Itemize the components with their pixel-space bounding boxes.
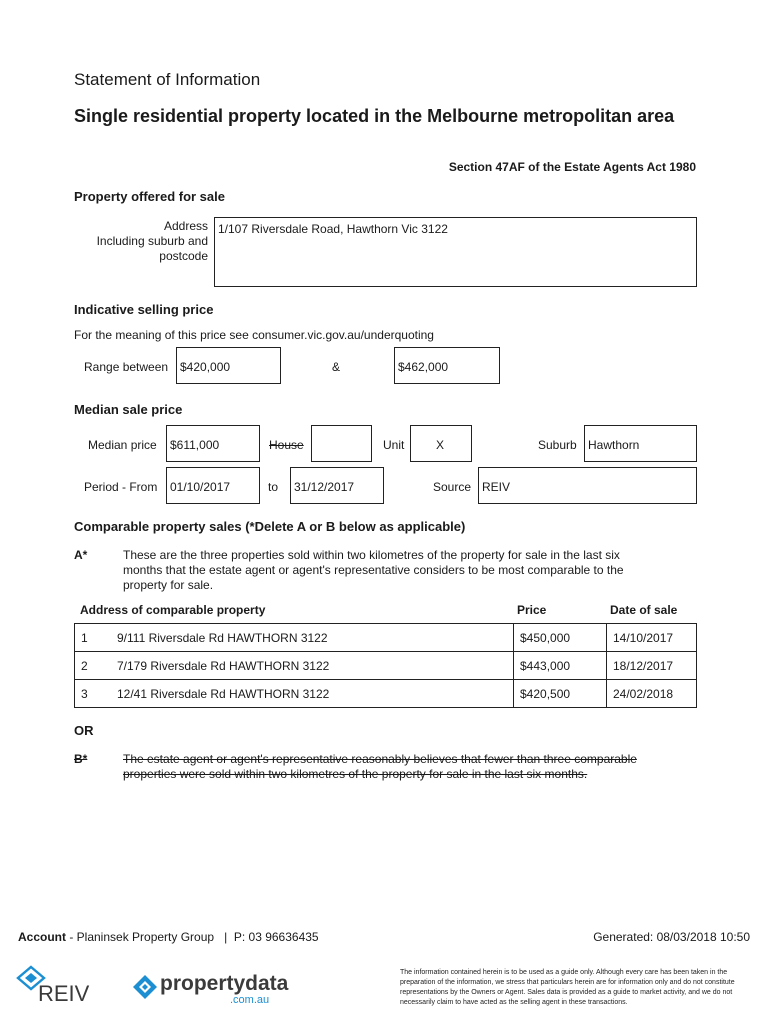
reiv-logo xyxy=(16,965,96,1007)
suburb-value: Hawthorn xyxy=(588,438,640,452)
median-price-value: $611,000 xyxy=(170,438,220,452)
section-property-offered: Property offered for sale xyxy=(74,189,225,204)
option-a-text-line-3: property for sale. xyxy=(123,578,214,592)
house-label: House xyxy=(269,438,304,452)
propertydata-logo-text: propertydata xyxy=(160,972,289,995)
period-to-label: to xyxy=(268,480,279,494)
option-a-text-line-1: These are the three properties sold within two kilometres of the property for sale in the last six xyxy=(123,548,620,562)
address-label-suburb: Including suburb and xyxy=(96,234,208,248)
column-header-price: Price xyxy=(517,603,547,617)
address-value: 1/107 Riversdale Road, Hawthorn Vic 3122 xyxy=(218,222,448,236)
period-from-label: Period - From xyxy=(84,480,158,494)
row-number: 3 xyxy=(75,680,112,708)
row-date[interactable]: 14/10/2017 xyxy=(607,624,697,652)
generated-timestamp: Generated: 08/03/2018 10:50 xyxy=(593,930,750,944)
underquoting-note: For the meaning of this price see consumer.vic.gov.au/underquoting xyxy=(74,328,434,342)
comparable-sales-table xyxy=(74,623,697,708)
or-separator: OR xyxy=(74,723,94,738)
row-price[interactable]: $443,000 xyxy=(514,652,607,680)
table-row xyxy=(75,624,697,652)
row-number: 2 xyxy=(75,652,112,680)
table-row xyxy=(75,652,697,680)
table-row xyxy=(75,680,697,708)
row-address[interactable]: 7/179 Riversdale Rd HAWTHORN 3122 xyxy=(111,652,514,680)
row-date[interactable]: 18/12/2017 xyxy=(607,652,697,680)
source-field[interactable] xyxy=(478,467,697,504)
account-details: - Planinsek Property Group | P: 03 96636435 xyxy=(66,930,319,944)
propertydata-icon xyxy=(132,974,158,1000)
option-b-marker: B* xyxy=(74,752,88,766)
section-indicative-price: Indicative selling price xyxy=(74,302,214,317)
propertydata-logo-domain: .com.au xyxy=(230,994,270,1006)
section-comparable-sales: Comparable property sales (*Delete A or B below as applicable) xyxy=(74,519,466,534)
source-value: REIV xyxy=(482,480,511,494)
option-a-marker: A* xyxy=(74,548,88,562)
house-field[interactable] xyxy=(311,425,372,462)
option-b-text-line-2: properties were sold within two kilometres of the property for sale in the last six months. xyxy=(123,767,588,781)
row-number: 1 xyxy=(75,624,112,652)
address-label: Address xyxy=(163,219,208,233)
range-high-value: $462,000 xyxy=(398,360,449,374)
range-low-field[interactable] xyxy=(176,347,281,384)
row-date[interactable]: 24/02/2018 xyxy=(607,680,697,708)
reiv-logo-text: REIV xyxy=(38,981,90,1006)
address-label-postcode: postcode xyxy=(159,249,208,263)
period-to-field[interactable] xyxy=(290,467,384,504)
section-median-price: Median sale price xyxy=(74,402,183,417)
range-ampersand: & xyxy=(332,360,341,374)
period-to-value: 31/12/2017 xyxy=(294,480,355,494)
account-label: Account xyxy=(18,930,66,944)
source-label: Source xyxy=(433,480,472,494)
propertydata-logo xyxy=(132,972,289,1008)
account-line xyxy=(18,930,319,944)
row-price[interactable]: $420,500 xyxy=(514,680,607,708)
address-field[interactable] xyxy=(214,217,697,287)
range-high-field[interactable] xyxy=(394,347,500,384)
suburb-label: Suburb xyxy=(538,438,577,452)
suburb-field[interactable] xyxy=(584,425,697,462)
disclaimer-text: The information contained herein is to be used as a guide only. Although every care has been taken in the preparation of the information, we stress that particulars herein are for information only and do not constitute representations by the Owners or Agent. Sales data is provided as a guide to market activity, and we do not necessarily claim to have acted as the selling agent in these transactions. xyxy=(400,969,735,1006)
range-label: Range between xyxy=(84,360,169,374)
range-low-value: $420,000 xyxy=(180,360,231,374)
period-from-field[interactable] xyxy=(166,467,260,504)
row-price[interactable]: $450,000 xyxy=(514,624,607,652)
unit-value: X xyxy=(436,438,445,452)
option-b-text-line-1: The estate agent or agent's representative reasonably believes that fewer than three comparable xyxy=(123,752,637,766)
document-title: Statement of Information xyxy=(74,70,261,89)
unit-label: Unit xyxy=(383,438,405,452)
column-header-address: Address of comparable property xyxy=(80,603,266,617)
act-reference: Section 47AF of the Estate Agents Act 1980 xyxy=(448,160,696,174)
document-subtitle: Single residential property located in the Melbourne metropolitan area xyxy=(74,106,675,126)
row-address[interactable]: 9/111 Riversdale Rd HAWTHORN 3122 xyxy=(111,624,514,652)
unit-field[interactable] xyxy=(410,425,472,462)
option-a-text-line-2: months that the estate agent or agent's representative considers to be most comparable to the xyxy=(123,563,624,577)
row-address[interactable]: 12/41 Riversdale Rd HAWTHORN 3122 xyxy=(111,680,514,708)
median-price-field[interactable] xyxy=(166,425,260,462)
period-from-value: 01/10/2017 xyxy=(170,480,231,494)
median-price-label: Median price xyxy=(88,438,157,452)
column-header-date: Date of sale xyxy=(610,603,678,617)
